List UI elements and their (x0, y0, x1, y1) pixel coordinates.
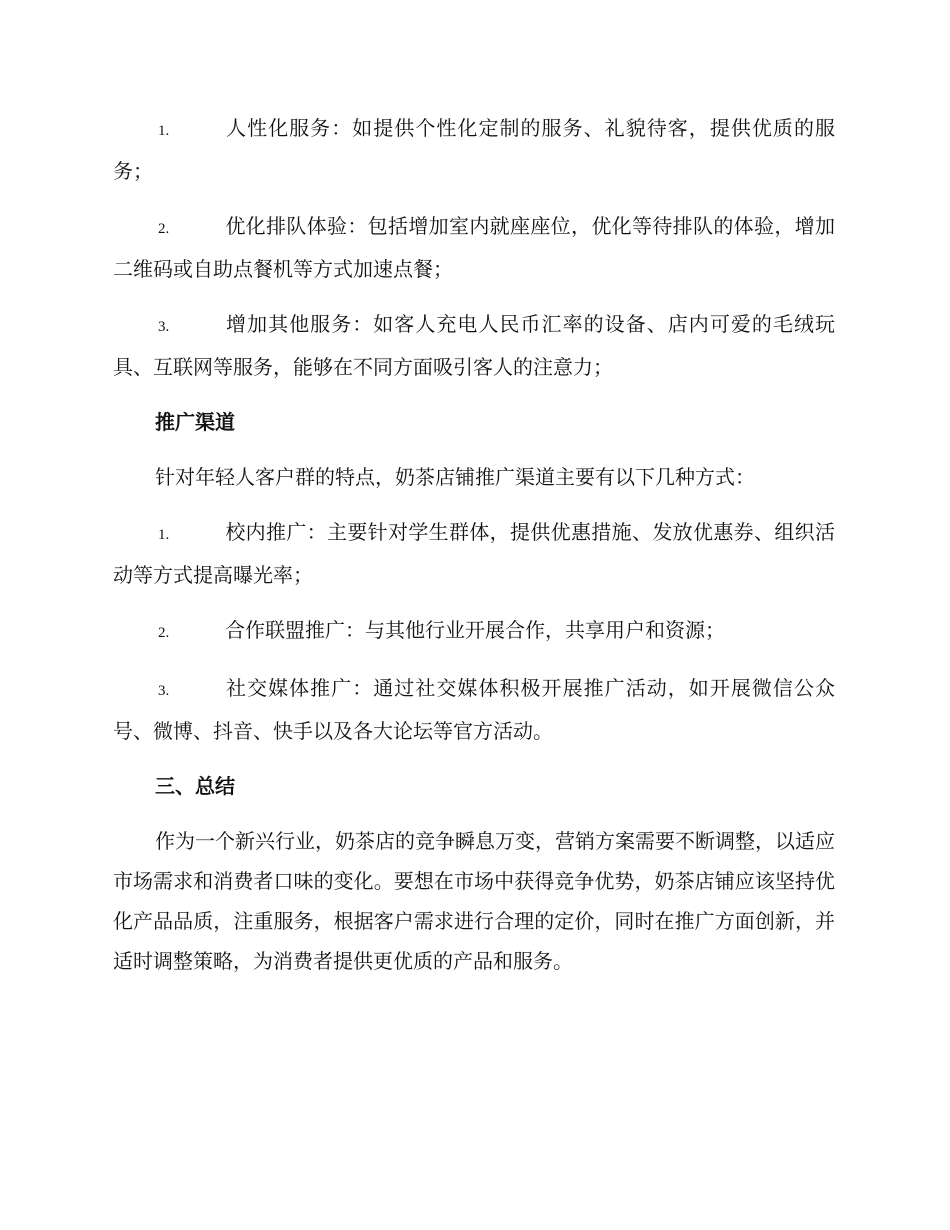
promotion-intro: 针对年轻人客户群的特点，奶茶店铺推广渠道主要有以下几种方式： (155, 465, 755, 489)
service-list-item-2 (113, 206, 835, 289)
list-text: 校内推广：主要针对学生群体，提供优惠措施、发放优惠券、组织活动等方式提高曝光率； (113, 520, 835, 587)
list-number: 1. (158, 123, 170, 139)
summary-paragraph: 作为一个新兴行业，奶茶店的竞争瞬息万变，营销方案需要不断调整，以适应市场需求和消费者口味的变化。要想在市场中获得竞争优势，奶茶店铺应该坚持优化产品品质，注重服务，根据客户需求进行合理的定价，同时在推广方面创新，并适时调整策略，为消费者提供更优质的产品和服务。 (113, 829, 835, 973)
list-number: 2. (158, 625, 170, 641)
list-text: 合作联盟推广：与其他行业开展合作，共享用户和资源； (225, 618, 725, 642)
list-number: 1. (158, 527, 170, 543)
promotion-list-item-3 (113, 668, 835, 751)
list-text: 人性化服务：如提供个性化定制的服务、礼貌待客，提供优质的服务； (113, 116, 835, 183)
list-text: 增加其他服务：如客人充电人民币汇率的设备、店内可爱的毛绒玩具、互联网等服务，能够在不同方面吸引客人的注意力； (113, 312, 835, 379)
list-number: 2. (158, 221, 170, 237)
list-number: 3. (158, 319, 170, 335)
section-heading-promotion: 推广渠道 (155, 410, 235, 434)
list-text: 社交媒体推广：通过社交媒体积极开展推广活动，如开展微信公众号、微博、抖音、快手以及各大论坛等官方活动。 (113, 676, 835, 743)
section-heading-summary: 三、总结 (155, 774, 235, 798)
service-list-item-3 (113, 304, 835, 387)
service-list-item-1 (113, 108, 835, 191)
document-content (113, 108, 835, 996)
list-number: 3. (158, 683, 170, 699)
list-text: 优化排队体验：包括增加室内就座座位，优化等待排队的体验，增加二维码或自助点餐机等方式加速点餐； (113, 214, 835, 281)
promotion-list-item-2 (113, 610, 835, 653)
promotion-list-item-1 (113, 512, 835, 595)
